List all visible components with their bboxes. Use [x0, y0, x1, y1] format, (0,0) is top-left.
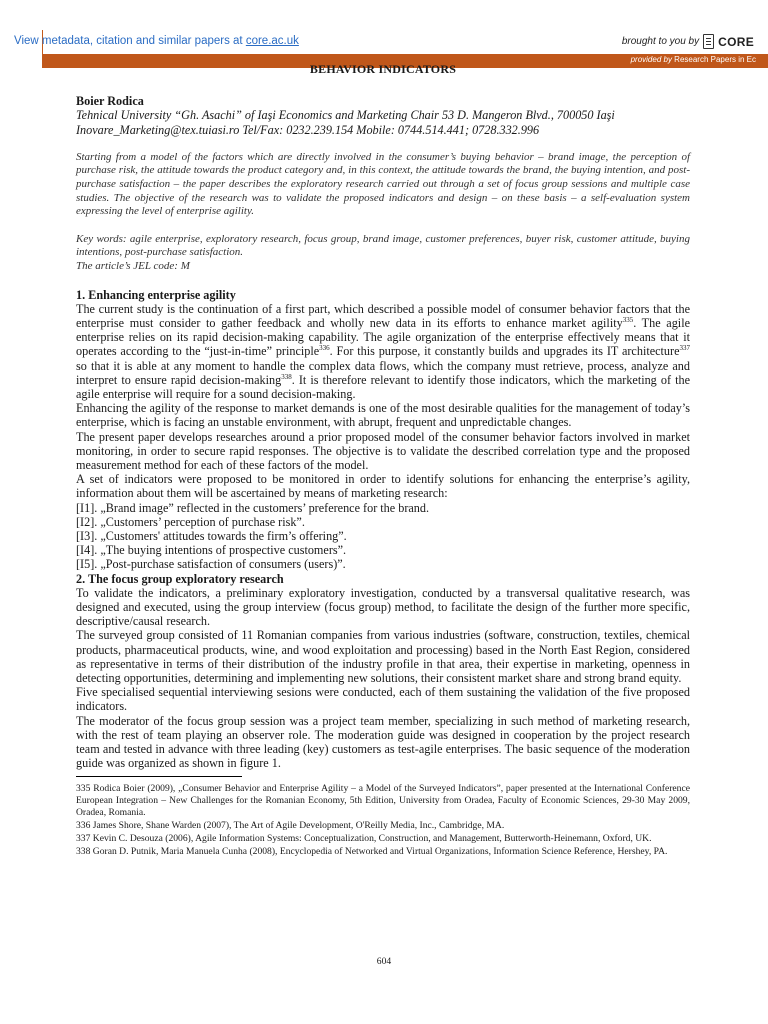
footnote-divider [76, 776, 242, 777]
footnote-ref-337[interactable]: 337 [679, 344, 690, 353]
section-2-paragraph-3: Five specialised sequential interviewing sesions were conducted, each of them sustaining the validation of the five proposed indicators. [76, 685, 690, 714]
section-2-paragraph-2: The surveyed group consisted of 11 Romanian companies from various industries (software, construction, textiles, chemical products, pharmaceutical products, wine, and wood exploitation and processing) based in the North East Region, considered as representative in terms of their distribution of the industry profile in that area, their expertise in marketing, openness in detecting opportunities, determining and implementing new solutions, their consistent market share and strong brand equity. [76, 628, 690, 686]
indicator-list-item: [I5]. „Post-purchase satisfaction of consumers (users)”. [76, 557, 346, 572]
core-logo-text: CORE [718, 34, 754, 49]
abstract: Starting from a model of the factors which are directly involved in the consumer’s buying behavior – brand image, the perception of purchase risk, the attitude towards the product category and, in this context, the attitude towards the brand, the buying intention, and post-purchase satisfaction – the paper describes the exploratory research carried out through a set of focus group sessions and multiple case studies. The objective of the research was to validate the proposed indicators and design – on these basis – a self-evaluation system expressing the level of enterprise agility. [76, 150, 690, 218]
affiliation-line-1: Tehnical University “Gh. Asachi” of Iaşi Economics and Marketing Chair 53 D. Mangeron Blvd., 700050 Iaşi [76, 108, 615, 123]
footnote-337: 337 Kevin C. Desouza (2006), Agile Information Systems: Conceptualization, Construction, and Management, Butterworth-Heinemann, Oxford, UK. [76, 833, 652, 845]
footnote-335: 335 Rodica Boier (2009), „Consumer Behavior and Enterprise Agility – a Model of the Surveyed Indicators”, paper presented at the International Conference European Integration – New Challenges for the Romanian Economy, 5th Edition, University from Oradea, Faculty of Economic Sciences, 29-30 May 2009, Oradea, Romania. [76, 783, 690, 819]
indicator-list-item: [I4]. „The buying intentions of prospective customers”. [76, 543, 347, 558]
jel-code: The article’s JEL code: M [76, 259, 190, 272]
keywords: Key words: agile enterprise, exploratory research, focus group, brand image, customer preferences, buyer risk, customer attitude, buying intentions, post-purchase satisfaction. [76, 232, 690, 259]
section-1-paragraph-3: The present paper develops researches around a prior proposed model of the consumer behavior factors involved in market monitoring, in order to secure rapid responses. The objective is to validate the described correlation type and the proposed measurement method for each of these factors of the model. [76, 429, 690, 472]
core-logo-icon [703, 34, 714, 49]
keywords-block [76, 233, 690, 274]
author-name: Boier Rodica [76, 94, 144, 109]
indicator-list-item: [I2]. „Customers’ perception of purchase risk”. [76, 514, 305, 529]
provided-by-label: provided by [630, 55, 672, 64]
core-ac-uk-link[interactable]: core.ac.uk [245, 35, 299, 47]
page-number: 604 [376, 956, 392, 967]
paper-title-fragment: BEHAVIOR INDICATORS [309, 62, 457, 76]
footnote-ref-336[interactable]: 336 [319, 344, 330, 353]
footnote-338: 338 Goran D. Putnik, Maria Manuela Cunha (2008), Encyclopedia of Networked and Virtual Organizations, Information Science Reference, Hershey, PA. [76, 846, 668, 858]
provided-source: Research Papers in Ec [671, 55, 756, 64]
section-2-paragraph-4: The moderator of the focus group session was a project team member, specializing in such method of marketing research, with the rest of team playing an observer role. The moderation guide was designed in cooperation by the project research team and tested in advance with three leading (key) customers as test-agile enterprises. The basic sequence of the moderation guide was organized as shown in figure 1. [76, 713, 690, 771]
s1p1-text-d: so that it is able at any moment to handle the complex data flows, which the company must retrieve, process, analyze and interpret to ensure rapid decision-making [76, 358, 690, 387]
footnote-336: 336 James Shore, Shane Warden (2007), The Art of Agile Development, O'Reilly Media, Inc., Cambridge, MA. [76, 820, 505, 832]
s1p1-text-a: The current study is the continuation of a first part, which described a possible model of consumer behavior factors that the enterprise must consider to gather feedback and wholly new data in its efforts to enhance market agility [76, 301, 690, 330]
section-1-paragraph-4: A set of indicators were proposed to be monitored in order to identify solutions for enhancing the enterprise’s agility, information about them will be ascertained by means of marketing research: [76, 472, 690, 501]
section-1-paragraph-1 [76, 302, 690, 401]
affiliation-line-2: Inovare_Marketing@tex.tuiasi.ro Tel/Fax: 0232.239.154 Mobile: 0744.514.441; 0728.332.996 [76, 122, 540, 137]
core-meta-prefix: View metadata, citation and similar papers at [14, 35, 246, 47]
section-2-heading: 2. The focus group exploratory research [76, 571, 284, 586]
core-brand[interactable] [622, 34, 754, 49]
brought-to-you-text: brought to you by [621, 36, 700, 47]
section-1-paragraph-2: Enhancing the agility of the response to market demands is one of the most desirable qualities for the management of today’s enterprise, which is facing an unstable environment, with abrupt, frequent and unpredictable changes. [76, 401, 690, 430]
section-1-heading: 1. Enhancing enterprise agility [76, 287, 236, 302]
s1p1-text-b: . The agile enterprise relies on its rapid decision-making capability. The agile organization of the enterprise effectively means that it operates according to the “just-in-time” principle [76, 315, 690, 359]
section-2-paragraph-1: To validate the indicators, a preliminary exploratory investigation, conducted by a transversal qualitative research, was designed and executed, using the group interview (focus group) method, to facilitate the design of the further more specific, descriptive/causal research. [76, 585, 690, 629]
indicator-list-item: [I3]. „Customers' attitudes towards the firm’s offering”. [76, 529, 347, 544]
s1p1-text-e: . It is therefore relevant to identify those indicators, which the marketing of the agile enterprise will require for a sound decision-making. [76, 372, 690, 401]
author-affiliation [76, 108, 690, 136]
paper-page [76, 62, 690, 859]
footnote-ref-335[interactable]: 335 [622, 315, 634, 324]
core-metadata-link[interactable] [14, 35, 299, 47]
footnote-ref-338[interactable]: 338 [281, 372, 292, 381]
indicator-list-item: [I1]. „Brand image” reflected in the customers’ preference for the brand. [76, 500, 430, 515]
s1p1-text-c: . For this purpose, it constantly builds and upgrades its IT architecture [329, 344, 680, 359]
